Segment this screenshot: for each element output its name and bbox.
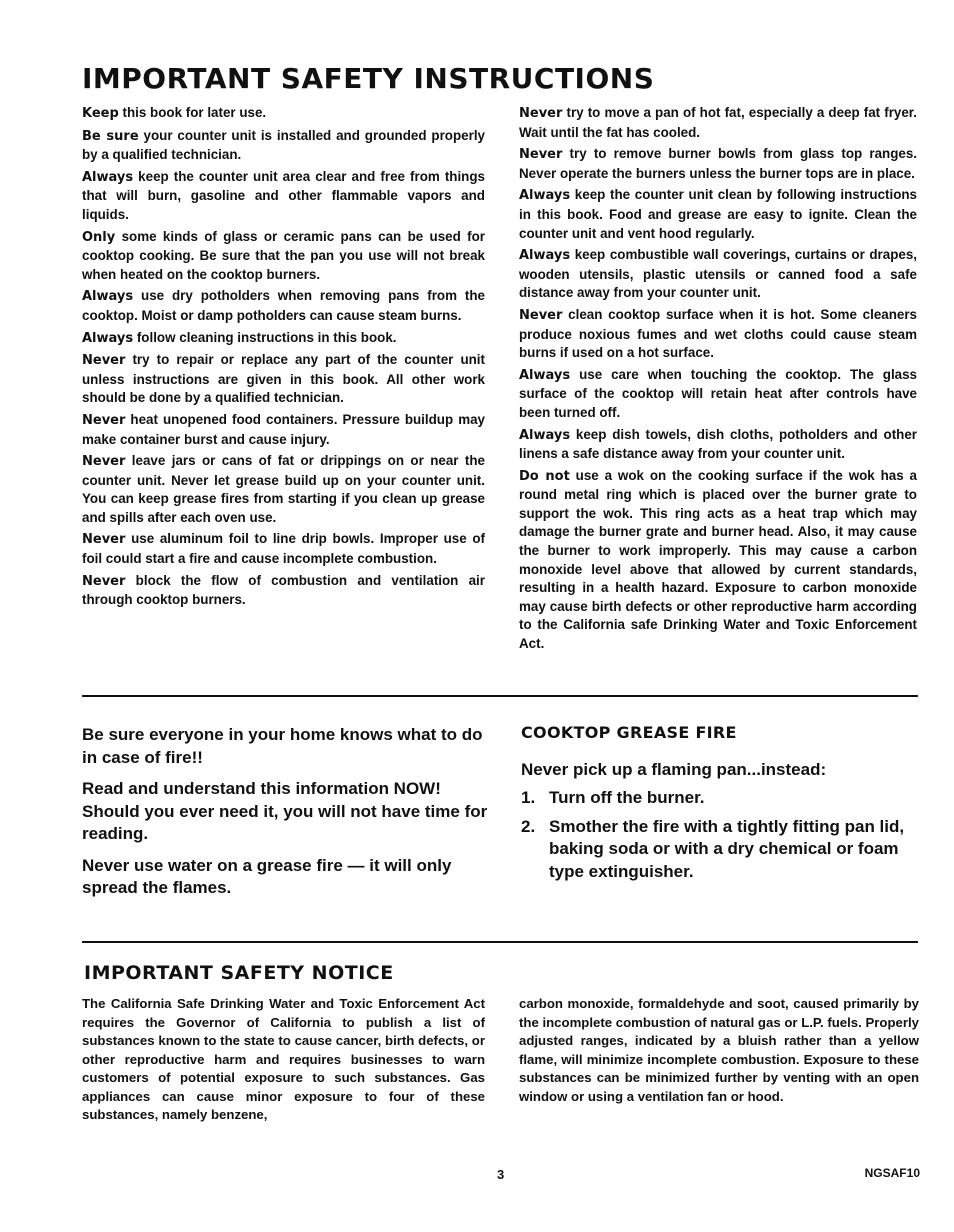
right-instructions-column <box>519 104 917 657</box>
page-title: IMPORTANT SAFETY INSTRUCTIONS <box>82 62 655 95</box>
step-number: 2. <box>521 816 536 836</box>
section-divider <box>82 695 918 697</box>
grease-fire-heading: COOKTOP GREASE FIRE <box>521 723 737 742</box>
instruction-item: Never try to repair or replace any part of the counter unit unless instructions are given in this book. All other work should be done by a qualified technician. <box>82 352 485 406</box>
instruction-item: Never clean cooktop surface when it is hot. Some cleaners produce noxious fumes and wet cloths could cause steam burns if used on a hot surface. <box>519 306 917 361</box>
list-item <box>521 816 921 884</box>
section-divider <box>82 941 918 943</box>
instruction-item: Never use aluminum foil to line drip bowls. Improper use of foil could start a fire and cause incomplete combustion. <box>82 531 485 567</box>
fire-warning-paragraph: Be sure everyone in your home knows what to do in case of fire!! <box>82 725 483 767</box>
grease-fire-block <box>521 722 921 889</box>
instruction-item: Always keep combustible wall coverings, curtains or drapes, wooden utensils, plastic utensils or canned food a safe distance away from your counter unit. <box>519 247 917 301</box>
instruction-item: Never heat unopened food containers. Pressure buildup may make container burst and cause injury. <box>82 411 485 447</box>
fire-warning-paragraph: Read and understand this information NOW! Should you ever need it, you will not have time for reading. <box>82 779 488 843</box>
fire-warning-paragraph: Never use water on a grease fire — it will only spread the flames. <box>82 855 452 897</box>
list-item <box>521 787 921 810</box>
instruction-item: Never block the flow of combustion and ventilation air through cooktop burners. <box>82 572 485 608</box>
instruction-item: Always use care when touching the cooktop. The glass surface of the cooktop will retain heat after controls have been turned off. <box>519 366 917 420</box>
step-text: Turn off the burner. <box>549 788 705 807</box>
notice-text-left: The California Safe Drinking Water and Toxic Enforcement Act requires the Governor of California to publish a list of substances known to the state to cause cancer, birth defects, or other reproductive harm and requires businesses to warn customers of potential exposure to such substances. Gas appliances can cause minor exposure to four of these substances, namely benzene, <box>82 996 485 1122</box>
page-number: 3 <box>497 1167 505 1182</box>
instruction-item: Be sure your counter unit is installed and grounded properly by a qualified technician. <box>82 127 485 163</box>
step-text: Smother the fire with a tightly fitting pan lid, baking soda or with a dry chemical or foam type extinguisher. <box>549 816 905 881</box>
grease-fire-intro: Never pick up a flaming pan...instead: <box>521 759 827 779</box>
instruction-item: Always follow cleaning instructions in this book. <box>82 329 397 346</box>
instruction-item: Always use dry potholders when removing pans from the cooktop. Moist or damp potholders can cause steam burns. <box>82 288 485 323</box>
left-instructions-column <box>82 104 485 613</box>
instruction-item: Do not use a wok on the cooking surface if the wok has a round metal ring which is placed over the burner grate to support the wok. This ring acts as a heat trap which may damage the burner grate and burner head. Also, it may cause the burner to work improperly. This may cause a carbon monoxide level above that allowed by current standards, resulting in a health hazard. Exposure to carbon monoxide may cause birth defects or other reproductive harm according to the California safe Drinking Water and Toxic Enforcement Act. <box>519 467 917 652</box>
instruction-item: Keep this book for later use. <box>82 105 267 121</box>
document-code: NGSAF10 <box>864 1166 920 1180</box>
notice-heading: IMPORTANT SAFETY NOTICE <box>84 962 394 984</box>
instruction-item: Never leave jars or cans of fat or drippings on or near the counter unit. Never let grease build up on your counter unit. You can keep grease fires from starting if you clean up grease and spills after each oven use. <box>82 453 485 525</box>
fire-warning-block <box>82 724 492 909</box>
notice-text-right: carbon monoxide, formaldehyde and soot, caused primarily by the incomplete combustion of natural gas or L.P. fuels. Properly adjusted ranges, indicated by a bluish rather than a yellow flame, will minimize incomplete combustion. Exposure to these substances can be minimized further by venting with an open window or using a ventilation fan or hood. <box>519 996 919 1104</box>
grease-fire-steps <box>521 787 921 883</box>
instruction-item: Always keep the counter unit clean by following instructions in this book. Food and grease are easy to ignite. Clean the counter unit and vent hood regularly. <box>519 187 917 241</box>
instruction-item: Never try to remove burner bowls from glass top ranges. Never operate the burners unless the burner tops are in place. <box>519 146 917 181</box>
instruction-item: Always keep dish towels, dish cloths, potholders and other linens a safe distance away from your counter unit. <box>519 426 917 462</box>
instruction-item: Never try to move a pan of hot fat, especially a deep fat fryer. Wait until the fat has cooled. <box>519 105 917 140</box>
step-number: 1. <box>521 788 536 807</box>
instruction-item: Always keep the counter unit area clear and free from things that will burn, gasoline and other flammable vapors and liquids. <box>82 168 485 222</box>
instruction-item: Only some kinds of glass or ceramic pans can be used for cooktop cooking. Be sure that the pan you use will not break when heated on the cooktop burners. <box>82 228 485 282</box>
